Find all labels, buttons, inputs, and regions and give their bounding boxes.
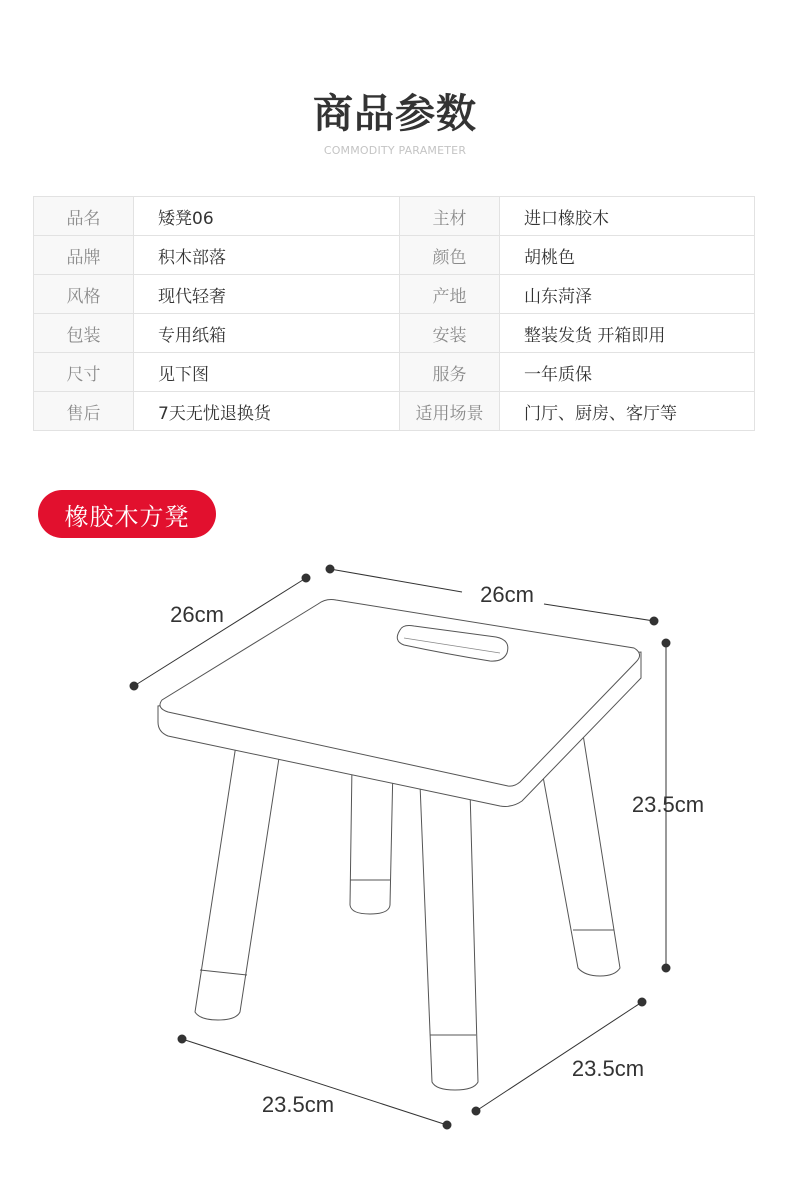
param-key: 服务 <box>400 353 500 392</box>
param-key: 包装 <box>34 314 134 353</box>
param-value: 门厅、厨房、客厅等 <box>500 392 755 431</box>
stool-leg-left <box>195 745 279 1020</box>
param-value: 专用纸箱 <box>134 314 400 353</box>
param-value: 矮凳06 <box>134 197 400 236</box>
param-value: 见下图 <box>134 353 400 392</box>
param-key: 品名 <box>34 197 134 236</box>
param-key: 风格 <box>34 275 134 314</box>
param-value: 山东菏泽 <box>500 275 755 314</box>
param-value: 整装发货 开箱即用 <box>500 314 755 353</box>
param-value: 积木部落 <box>134 236 400 275</box>
param-value: 7天无忧退换货 <box>134 392 400 431</box>
param-value: 进口橡胶木 <box>500 197 755 236</box>
page-subtitle: COMMODITY PARAMETER <box>323 144 467 157</box>
dimension-label-height: 23.5cm <box>631 792 705 817</box>
product-tag: 橡胶木方凳 <box>38 490 216 538</box>
stool-leg-front <box>420 784 478 1090</box>
dimension-label-bottom-left: 23.5cm <box>261 1092 335 1117</box>
param-value: 一年质保 <box>500 353 755 392</box>
param-key: 尺寸 <box>34 353 134 392</box>
param-key: 适用场景 <box>400 392 500 431</box>
stool-leg-back <box>350 765 393 914</box>
param-key: 安装 <box>400 314 500 353</box>
param-value: 现代轻奢 <box>134 275 400 314</box>
param-key: 品牌 <box>34 236 134 275</box>
page-title: 商品参数 <box>313 91 477 137</box>
param-key: 产地 <box>400 275 500 314</box>
param-key: 售后 <box>34 392 134 431</box>
dimension-label-top-left: 26cm <box>170 602 224 627</box>
param-value: 胡桃色 <box>500 236 755 275</box>
param-key: 颜色 <box>400 236 500 275</box>
dimension-label-top-right: 26cm <box>480 582 534 607</box>
dimension-label-bottom-right: 23.5cm <box>571 1056 645 1081</box>
param-key: 主材 <box>400 197 500 236</box>
